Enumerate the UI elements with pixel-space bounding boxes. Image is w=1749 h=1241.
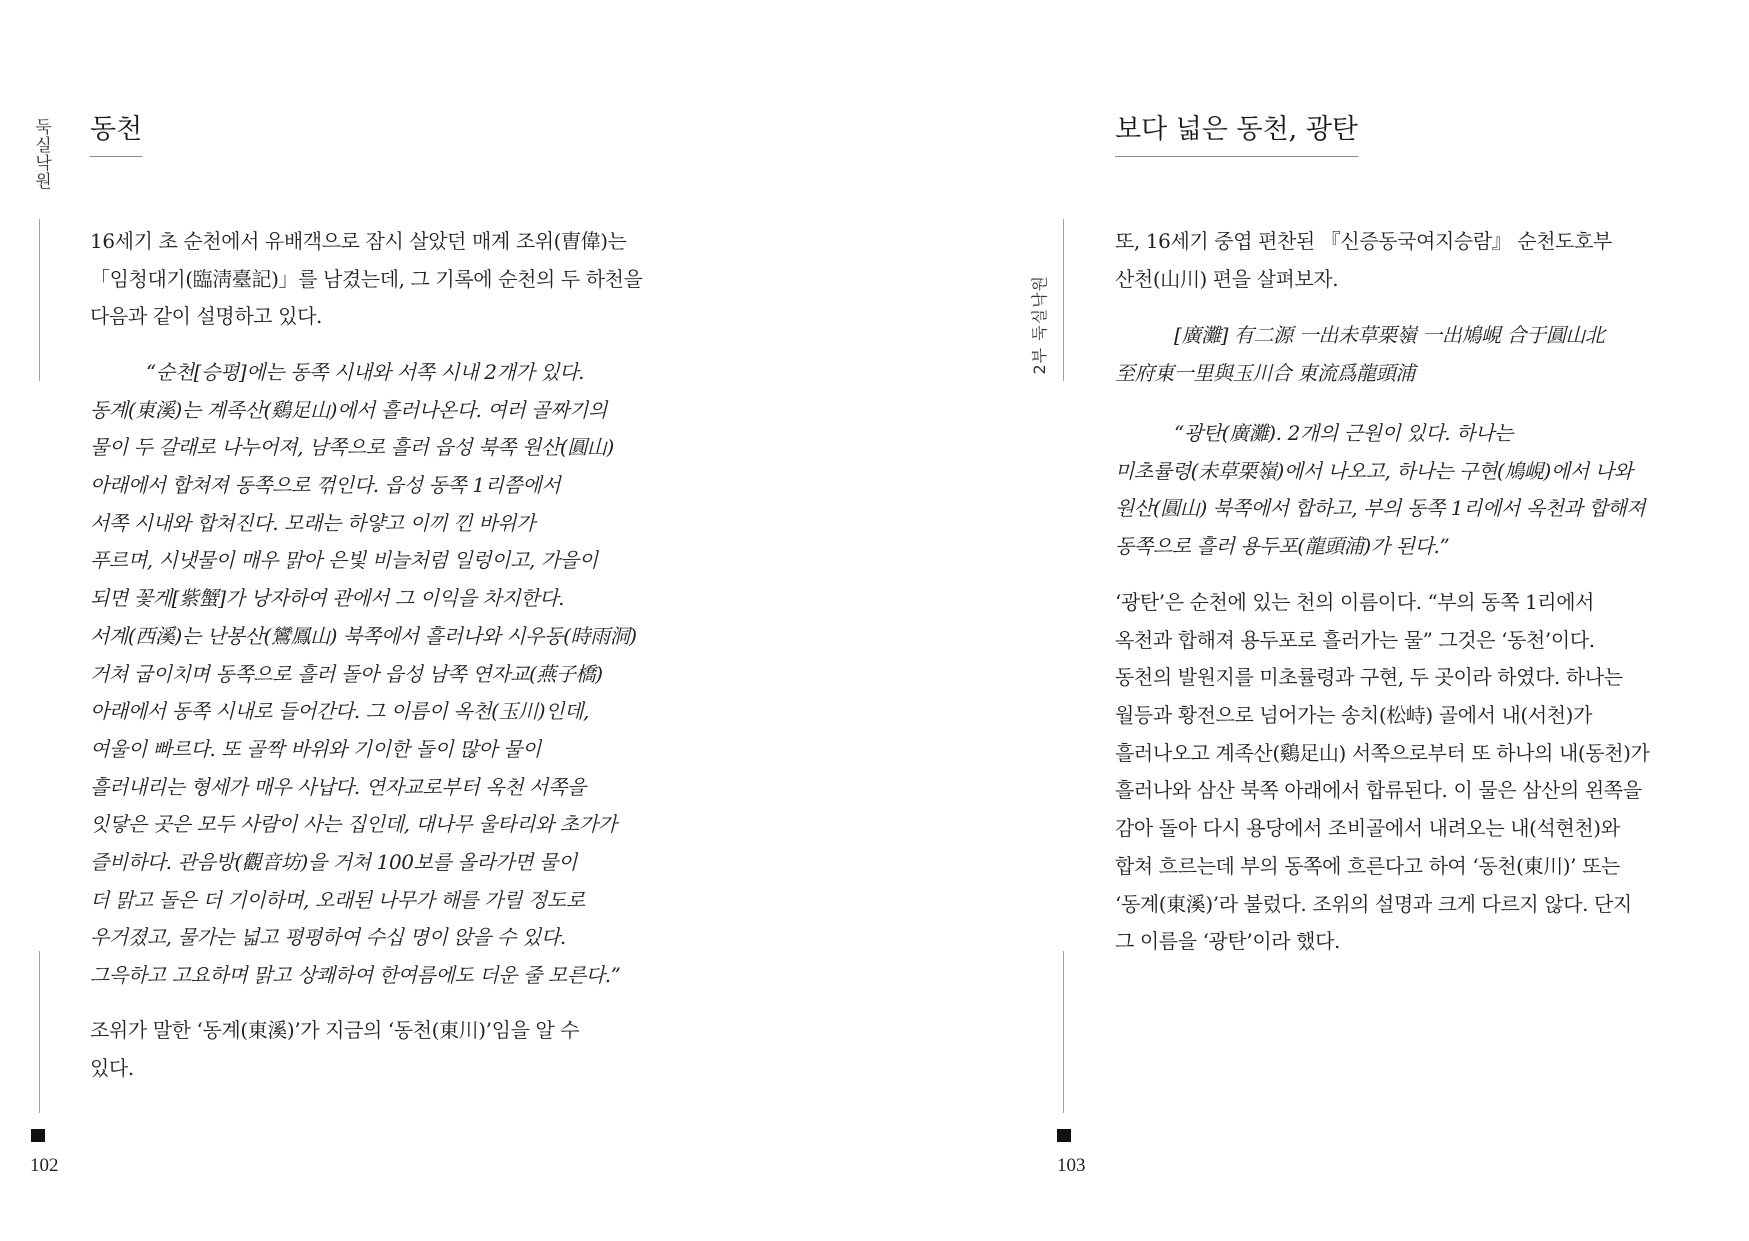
- text-line: 서쪽 시내와 합쳐진다. 모래는 하얗고 이끼 낀 바위가: [90, 510, 535, 535]
- text-line: “광탄(廣灘). 2개의 근원이 있다. 하나는: [1174, 421, 1513, 445]
- chapter-title: 동천: [90, 113, 142, 157]
- text-line: 흘러나오고 계족산(鷄足山) 서쪽으로부터 또 하나의 내(동천)가: [1115, 740, 1650, 765]
- text-line: 감아 돌아 다시 용당에서 조비골에서 내려오는 내(석현천)와: [1115, 816, 1620, 841]
- quote-block: [1115, 415, 1645, 566]
- text-line: 그 이름을 ‘광탄’이라 했다.: [1115, 929, 1340, 954]
- source-quote-block: [1115, 317, 1605, 392]
- text-line: 푸르며, 시냇물이 매우 맑아 은빛 비늘처럼 일렁이고, 가을이: [90, 548, 598, 573]
- running-head: 2부 둑실낙원: [1030, 275, 1049, 375]
- margin-rule-top: [39, 219, 40, 381]
- text-line: 아래에서 동쪽 시내로 들어간다. 그 이름이 옥천(玉川)인데,: [90, 699, 589, 724]
- text-line: ‘동계(東溪)’라 불렀다. 조위의 설명과 크게 다르지 않다. 단지: [1115, 891, 1632, 916]
- text-line: 다음과 같이 설명하고 있다.: [90, 304, 322, 329]
- text-line: 물이 두 갈래로 나누어져, 남쪽으로 흘러 읍성 북쪽 원산(圓山): [90, 435, 614, 460]
- text-line: 동쪽으로 흘러 용두포(龍頭浦)가 된다.”: [1115, 534, 1450, 559]
- text-line: 「임청대기(臨淸臺記)」를 남겼는데, 그 기록에 순천의 두 하천을: [90, 266, 643, 291]
- text-line: 또, 16세기 중엽 편찬된 『신증동국여지승람』 순천도호부: [1115, 229, 1612, 253]
- intro-paragraph: [90, 223, 643, 336]
- page-number: 102: [30, 1155, 59, 1176]
- text-line: ‘광탄’은 순천에 있는 천의 이름이다. “부의 동쪽 1리에서: [1115, 590, 1595, 614]
- text-line: 서계(西溪)는 난봉산(鸞鳳山) 북쪽에서 흘러나와 시우동(時雨洞): [90, 623, 637, 648]
- text-line: 우거졌고, 물가는 넓고 평평하여 수십 명이 앉을 수 있다.: [90, 925, 566, 950]
- text-line: [廣灘] 有二源 一出未草栗嶺 一出鳩峴 合于圓山北: [1174, 323, 1605, 347]
- text-line: “순천[승평]에는 동쪽 시내와 서쪽 시내 2개가 있다.: [146, 360, 585, 384]
- text-line: 원산(圓山) 북쪽에서 합하고, 부의 동쪽 1리에서 옥천과 합해져: [1115, 496, 1646, 521]
- text-line: 월등과 황전으로 넘어가는 송치(松峙) 골에서 내(서천)가: [1115, 703, 1592, 728]
- running-head: 둑실낙원: [31, 118, 51, 190]
- margin-rule-bottom: [39, 951, 40, 1113]
- chapter-title: 보다 넓은 동천, 광탄: [1115, 113, 1358, 157]
- text-line: 잇닿은 곳은 모두 사람이 사는 집인데, 대나무 울타리와 초가가: [90, 812, 617, 837]
- text-line: 되면 꽃게[紫蟹]가 낭자하여 관에서 그 이익을 차지한다.: [90, 586, 565, 611]
- text-line: 미초률령(未草栗嶺)에서 나오고, 하나는 구현(鳩峴)에서 나와: [1115, 458, 1633, 483]
- left-page: [0, 0, 874, 1241]
- text-line: 아래에서 합쳐져 동쪽으로 꺾인다. 읍성 동쪽 1리쯤에서: [90, 473, 561, 498]
- margin-rule-top: [1063, 219, 1064, 381]
- text-line: 동천의 발원지를 미초률령과 구현, 두 곳이라 하였다. 하나는: [1115, 665, 1623, 690]
- page-marker-square: [31, 1129, 45, 1142]
- text-line: 옥천과 합해져 용두포로 흘러가는 물” 그것은 ‘동천’이다.: [1115, 627, 1595, 652]
- text-line: 있다.: [90, 1055, 134, 1080]
- body-paragraph: [1115, 584, 1649, 961]
- text-line: 至府東一里與玉川合 東流爲龍頭浦: [1115, 360, 1415, 385]
- text-line: 흘러내리는 형세가 매우 사납다. 연자교로부터 옥천 서쪽을: [90, 774, 586, 799]
- text-line: 그윽하고 고요하며 맑고 상쾌하여 한여름에도 더운 줄 모른다.”: [90, 963, 621, 987]
- text-line: 더 맑고 돌은 더 기이하며, 오래된 나무가 해를 가릴 정도로: [90, 887, 585, 912]
- text-line: 16세기 초 순천에서 유배객으로 잠시 살았던 매계 조위(曺偉)는: [90, 229, 627, 253]
- outro-paragraph: [90, 1012, 579, 1087]
- intro-paragraph: [1115, 223, 1612, 298]
- page-number: 103: [1057, 1155, 1086, 1176]
- right-page: [875, 0, 1749, 1241]
- quote-block: [90, 354, 637, 995]
- text-line: 거쳐 굽이치며 동쪽으로 흘러 돌아 읍성 남쪽 연자교(燕子橋): [90, 661, 603, 686]
- text-line: 흘러나와 삼산 북쪽 아래에서 합류된다. 이 물은 삼산의 왼쪽을: [1115, 778, 1642, 803]
- text-line: 여울이 빠르다. 또 골짝 바위와 기이한 돌이 많아 물이: [90, 736, 541, 761]
- text-line: 즐비하다. 관음방(觀音坊)을 거쳐 100보를 올라가면 물이: [90, 849, 577, 874]
- text-line: 동계(東溪)는 계족산(鷄足山)에서 흘러나온다. 여러 골짜기의: [90, 397, 607, 422]
- page-marker-square: [1057, 1129, 1071, 1142]
- text-line: 조위가 말한 ‘동계(東溪)’가 지금의 ‘동천(東川)’임을 알 수: [90, 1018, 580, 1042]
- text-line: 합쳐 흐르는데 부의 동쪽에 흐른다고 하여 ‘동천(東川)’ 또는: [1115, 853, 1620, 878]
- margin-rule-bottom: [1063, 951, 1064, 1113]
- text-line: 산천(山川) 편을 살펴보자.: [1115, 266, 1339, 291]
